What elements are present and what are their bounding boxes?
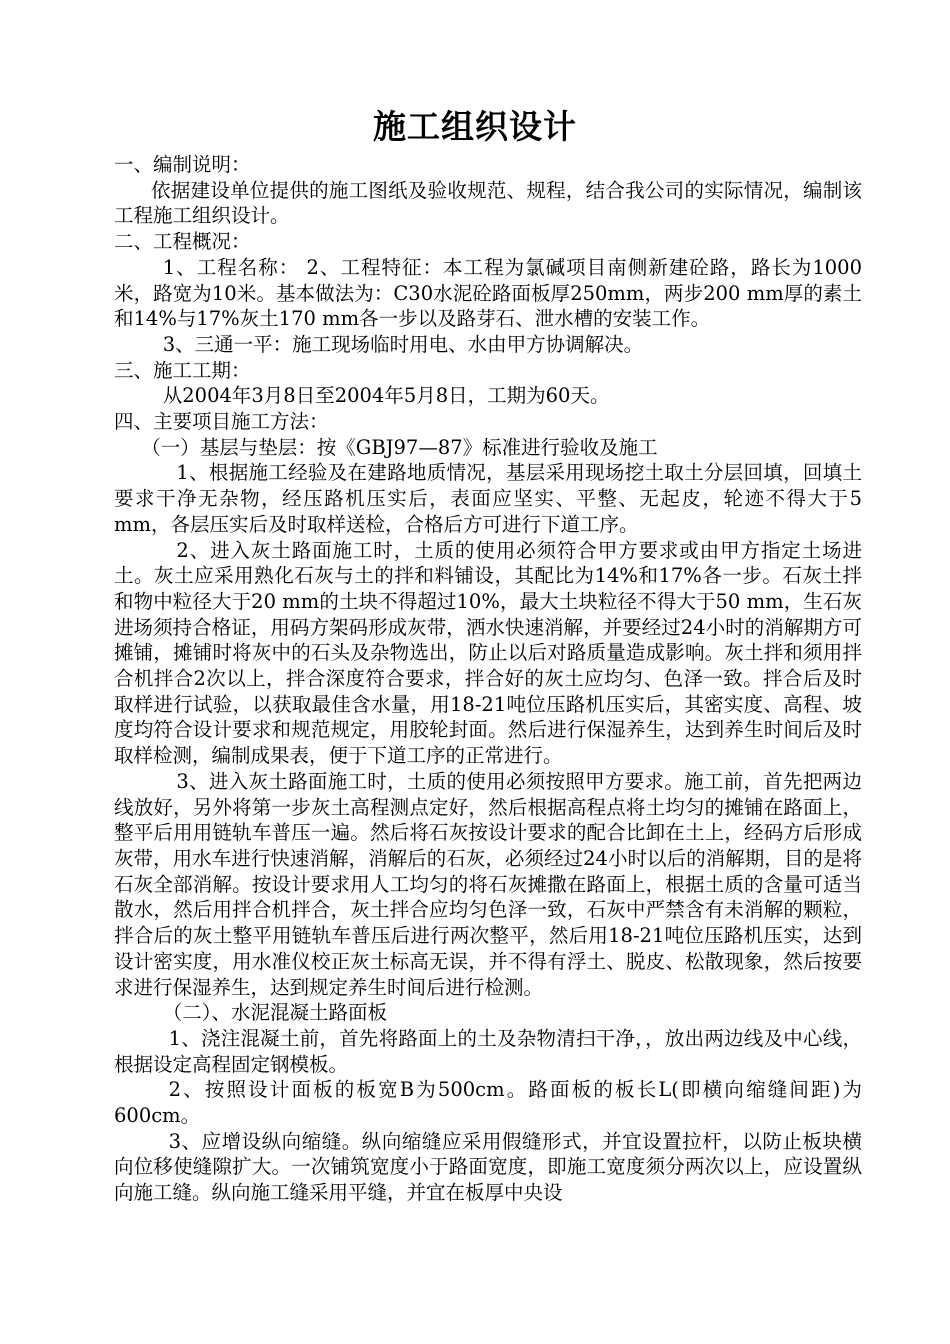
document-title: 施工组织设计: [373, 107, 577, 146]
paragraph: 依据建设单位提供的施工图纸及验收规范、规程，结合我公司的实际情况，编制该工程施工组织设计。: [114, 178, 862, 228]
document-body: [114, 152, 862, 1206]
paragraph: 3、应增设纵向缩缝。纵向缩缝应采用假缝形式，并宜设置拉杆，以防止板块横向位移使缝隙扩大。一次铺筑宽度小于路面宽度，即施工宽度须分两次以上，应设置纵向施工缝。纵向施工缝采用平缝，并宜在板厚中央设: [114, 1129, 862, 1205]
section-heading-2: 二、工程概况：: [114, 230, 251, 254]
section-heading-3: 三、施工工期：: [114, 358, 251, 382]
paragraph: 1、工程名称： 2、工程特征：本工程为氯碱项目南侧新建砼路，路长为1000米，路宽为10米。基本做法为：C30水泥砼路面板厚250mm，两步200 mm厚的素土和14%与17%灰土170 mm各一步以及路芽石、泄水槽的安装工作。: [114, 255, 862, 331]
section-heading-4: 四、主要项目施工方法：: [114, 410, 329, 434]
paragraph: 2、进入灰土路面施工时，土质的使用必须符合甲方要求或由甲方指定土场进土。灰土应采用熟化石灰与土的拌和料铺设，其配比为14%和17%各一步。石灰土拌和物中粒径大于20 mm的土块不得超过10%，最大土块粒径不得大于50 mm，生石灰进场须持合格证，用码方架码形成灰带，洒水快速消解，并要经过24小时的消解期方可摊铺，摊铺时将灰中的石头及杂物选出，防止以后对路质量造成影响。灰土拌和须用拌合机拌合2次以上，拌合深度符合要求，拌合好的灰土应均匀、色泽一致。拌合后及时取样进行试验，以获取最佳含水量，用18-21吨位压路机压实后，其密实度、高程、坡度均符合设计要求和规范规定，用胶轮封面。然后进行保湿养生，达到养生时间后及时取样检测，编制成果表，便于下道工序的正常进行。: [114, 538, 862, 768]
paragraph: 1、浇注混凝土前，首先将路面上的土及杂物清扫干净，，放出两边线及中心线，根据设定高程固定钢模板。: [114, 1026, 862, 1076]
paragraph: 3、三通一平：施工现场临时用电、水由甲方协调解决。: [162, 332, 644, 356]
subsection-heading: （二）、水泥混凝土路面板: [162, 1001, 388, 1025]
section-heading-1: 一、编制说明：: [114, 153, 251, 176]
paragraph: 3、进入灰土路面施工时，土质的使用必须按照甲方要求。施工前，首先把两边线放好，另外将第一步灰土高程测点定好，然后根据高程点将土均匀的摊铺在路面上，整平后用用链轨车普压一遍。然后将石灰按设计要求的配合比卸在土上，经码方后形成灰带，用水车进行快速消解，消解后的石灰，必须经过24小时以后的消解期，目的是将石灰全部消解。按设计要求用人工均匀的将石灰摊撒在路面上，根据土质的含量可适当散水，然后用拌合机拌合，灰土拌合应均匀色泽一致，石灰中严禁含有未消解的颗粒，拌合后的灰土整平用链轨车普压后进行两次整平，然后用18-21吨位压路机压实，达到设计密实度，用水准仪校正灰土标高无误，并不得有浮土、脱皮、松散现象，然后按要求进行保湿养生，达到规定养生时间后进行检测。: [114, 769, 862, 999]
paragraph: 2、按照设计面板的板宽B为500cm。路面板的板长L(即横向缩缝间距)为600cm。: [114, 1078, 862, 1128]
paragraph: 1、根据施工经验及在建路地质情况，基层采用现场挖土取土分层回填，回填土要求干净无杂物，经压路机压实后，表面应坚实、平整、无起皮，轮迹不得大于5 mm，各层压实后及时取样送检，合格后方可进行下道工序。: [114, 461, 862, 536]
subsection-heading: （一）基层与垫层：按《GBJ97—87》标准进行验收及施工: [141, 435, 658, 459]
paragraph: 从2004年3月8日至2004年5月8日，工期为60天。: [162, 384, 610, 408]
